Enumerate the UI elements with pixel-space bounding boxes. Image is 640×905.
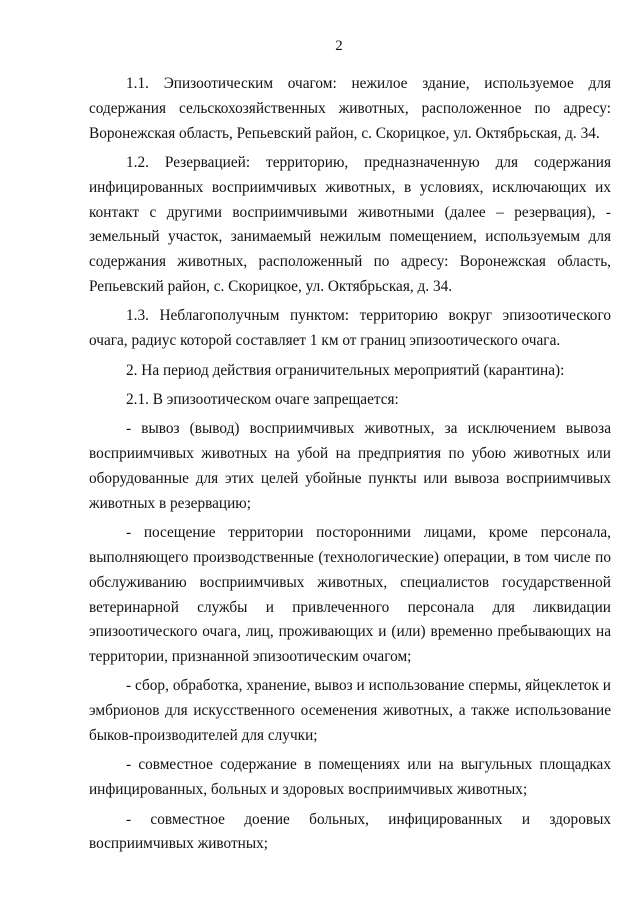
text-line: - вывоз (вывод) восприимчивых животных, за исключением вывоза xyxy=(126,420,611,438)
text-line: - совместное доение больных, инфицированных и здоровых xyxy=(126,810,611,828)
paragraph-2 xyxy=(89,359,611,384)
page-number: 2 xyxy=(335,38,343,54)
text-line: содержания животных, расположенный по адресу: Воронежская область, xyxy=(89,253,611,271)
paragraph-2-1 xyxy=(89,388,611,413)
text-line: эмбрионов для искусственного осеменения животных, а также использование xyxy=(89,702,611,720)
text-line: 2. На период действия ограничительных мероприятий (карантина): xyxy=(126,361,565,379)
document-body xyxy=(89,72,611,857)
paragraph-bullet-5 xyxy=(89,808,611,858)
text-line: - сбор, обработка, хранение, вывоз и использование спермы, яйцеклеток и xyxy=(126,677,611,695)
text-line: эпизоотического очага, лиц, проживающих и (или) временно пребывающих на xyxy=(89,623,611,641)
text-line: животных в резервацию; xyxy=(89,494,251,512)
paragraph-bullet-2 xyxy=(89,521,611,670)
paragraph-1-3 xyxy=(89,304,611,354)
paragraph-bullet-4 xyxy=(89,753,611,803)
text-line: содержания сельскохозяйственных животных, расположенное по адресу: xyxy=(89,99,611,117)
text-line: 1.3. Неблагополучным пунктом: территорию вокруг эпизоотического xyxy=(126,307,611,325)
text-line: - посещение территории посторонними лицами, кроме персонала, xyxy=(126,524,611,542)
text-line: инфицированных, больных и здоровых восприимчивых животных; xyxy=(89,781,528,799)
text-line: выполняющего производственные (технологические) операции, в том числе по xyxy=(89,548,611,566)
text-line: контакт с другими восприимчивыми животными (далее – резервация), - xyxy=(89,203,611,221)
text-line: быков-производителей для случки; xyxy=(89,727,318,745)
text-line: восприимчивых животных на убой на предприятия по убою животных или xyxy=(89,445,611,463)
paragraph-bullet-3 xyxy=(89,674,611,748)
text-line: территории, признанной эпизоотическим очагом; xyxy=(89,648,412,666)
text-line: Репьевский район, с. Скорицкое, ул. Октябрьская, д. 34. xyxy=(89,277,453,295)
text-line: 1.2. Резервацией: территорию, предназначенную для содержания xyxy=(126,153,611,171)
paragraph-1-1 xyxy=(89,72,611,146)
paragraph-1-2 xyxy=(89,151,611,300)
text-line: инфицированных восприимчивых животных, в условиях, исключающих их xyxy=(89,178,611,196)
text-line: ветеринарной службы и привлеченного персонала для ликвидации xyxy=(89,598,611,616)
text-line: земельный участок, занимаемый нежилым помещением, используемым для xyxy=(89,228,611,246)
text-line: Воронежская область, Репьевский район, с. Скорицкое, ул. Октябрьская, д. 34. xyxy=(89,124,600,142)
paragraph-bullet-1 xyxy=(89,417,611,516)
text-line: оборудованные для этих целей убойные пункты или вывоза восприимчивых xyxy=(89,469,611,487)
text-line: 1.1. Эпизоотическим очагом: нежилое здание, используемое для xyxy=(126,75,611,92)
text-line: - совместное содержание в помещениях или на выгульных площадках xyxy=(126,756,611,774)
text-line: очага, радиус которой составляет 1 км от границ эпизоотического очага. xyxy=(89,332,561,350)
text-line: восприимчивых животных; xyxy=(89,835,269,853)
text-line: 2.1. В эпизоотическом очаге запрещается: xyxy=(126,390,399,408)
text-line: обслуживанию восприимчивых животных, специалистов государственной xyxy=(89,573,611,591)
